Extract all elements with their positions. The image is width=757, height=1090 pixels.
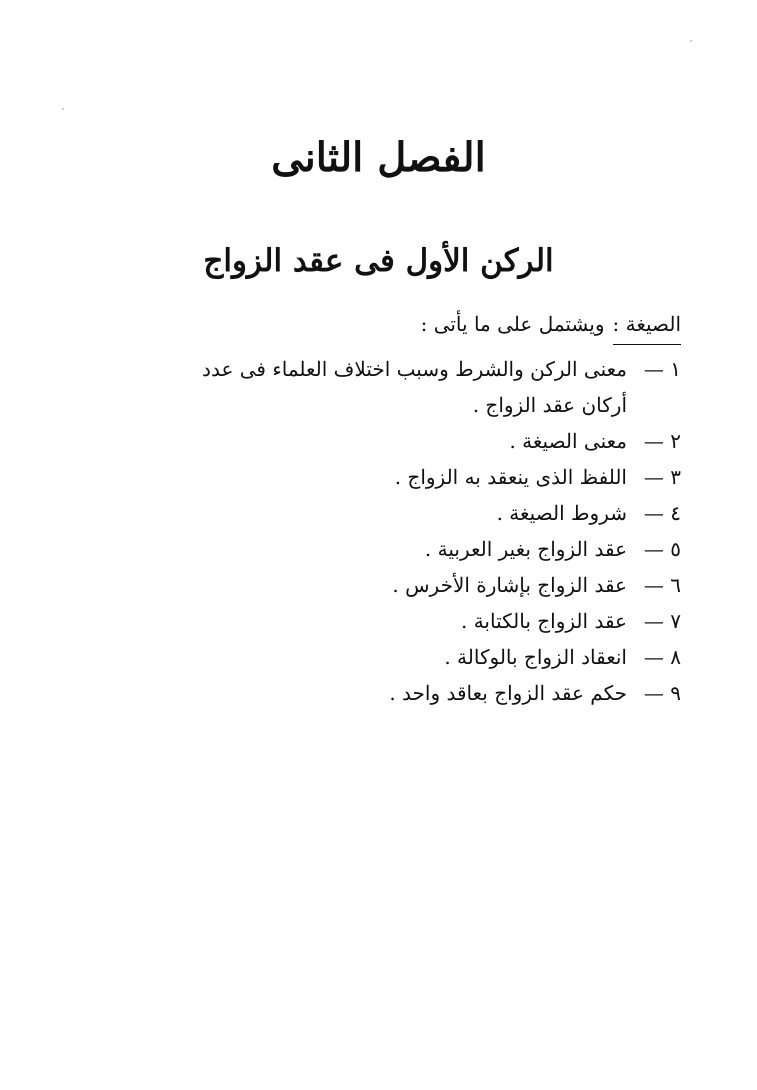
topic-item (161, 531, 681, 567)
topic-item (161, 423, 681, 459)
topic-list (161, 351, 681, 711)
topic-number: ٤ — (643, 501, 681, 525)
topic-text: حكم عقد الزواج بعاقد واحد . (389, 681, 627, 705)
topic-text: معنى الصيغة . (509, 429, 627, 453)
topic-item (161, 603, 681, 639)
topic-number: ٢ — (643, 429, 681, 453)
topic-item (161, 495, 681, 531)
topic-text: عقد الزواج بالكتابة . (460, 609, 627, 633)
topic-number: ٦ — (643, 573, 681, 597)
topic-number: ٣ — (643, 465, 681, 489)
topic-text: انعقاد الزواج بالوكالة . (444, 645, 627, 669)
topic-number: ٧ — (643, 609, 681, 633)
topic-number: ٩ — (643, 681, 681, 705)
topic-text: عقد الزواج بإشارة الأخرس . (392, 573, 627, 597)
topic-text: معنى الركن والشرط وسبب اختلاف العلماء فى عدد أركان عقد الزواج . (202, 357, 627, 417)
topic-number: ٥ — (643, 537, 681, 561)
topic-item (161, 639, 681, 675)
scan-speck (690, 40, 692, 42)
section-title: الركن الأول فى عقد الزواج (203, 243, 554, 279)
topic-text: اللفظ الذى ينعقد به الزواج . (394, 465, 627, 489)
topic-item (161, 459, 681, 495)
intro-line (421, 307, 681, 345)
topic-text: شروط الصيغة . (496, 501, 627, 525)
scan-speck (62, 108, 64, 110)
topic-item (161, 567, 681, 603)
intro-heading: الصيغة : (613, 307, 682, 345)
topic-number: ٨ — (643, 645, 681, 669)
intro-text: ويشتمل على ما يأتى : (420, 312, 605, 336)
topic-item (161, 351, 681, 423)
chapter-title: الفصل الثانى (271, 134, 486, 181)
topic-text: عقد الزواج بغير العربية . (424, 537, 627, 561)
topic-item (161, 675, 681, 711)
topic-number: ١ — (643, 357, 681, 381)
